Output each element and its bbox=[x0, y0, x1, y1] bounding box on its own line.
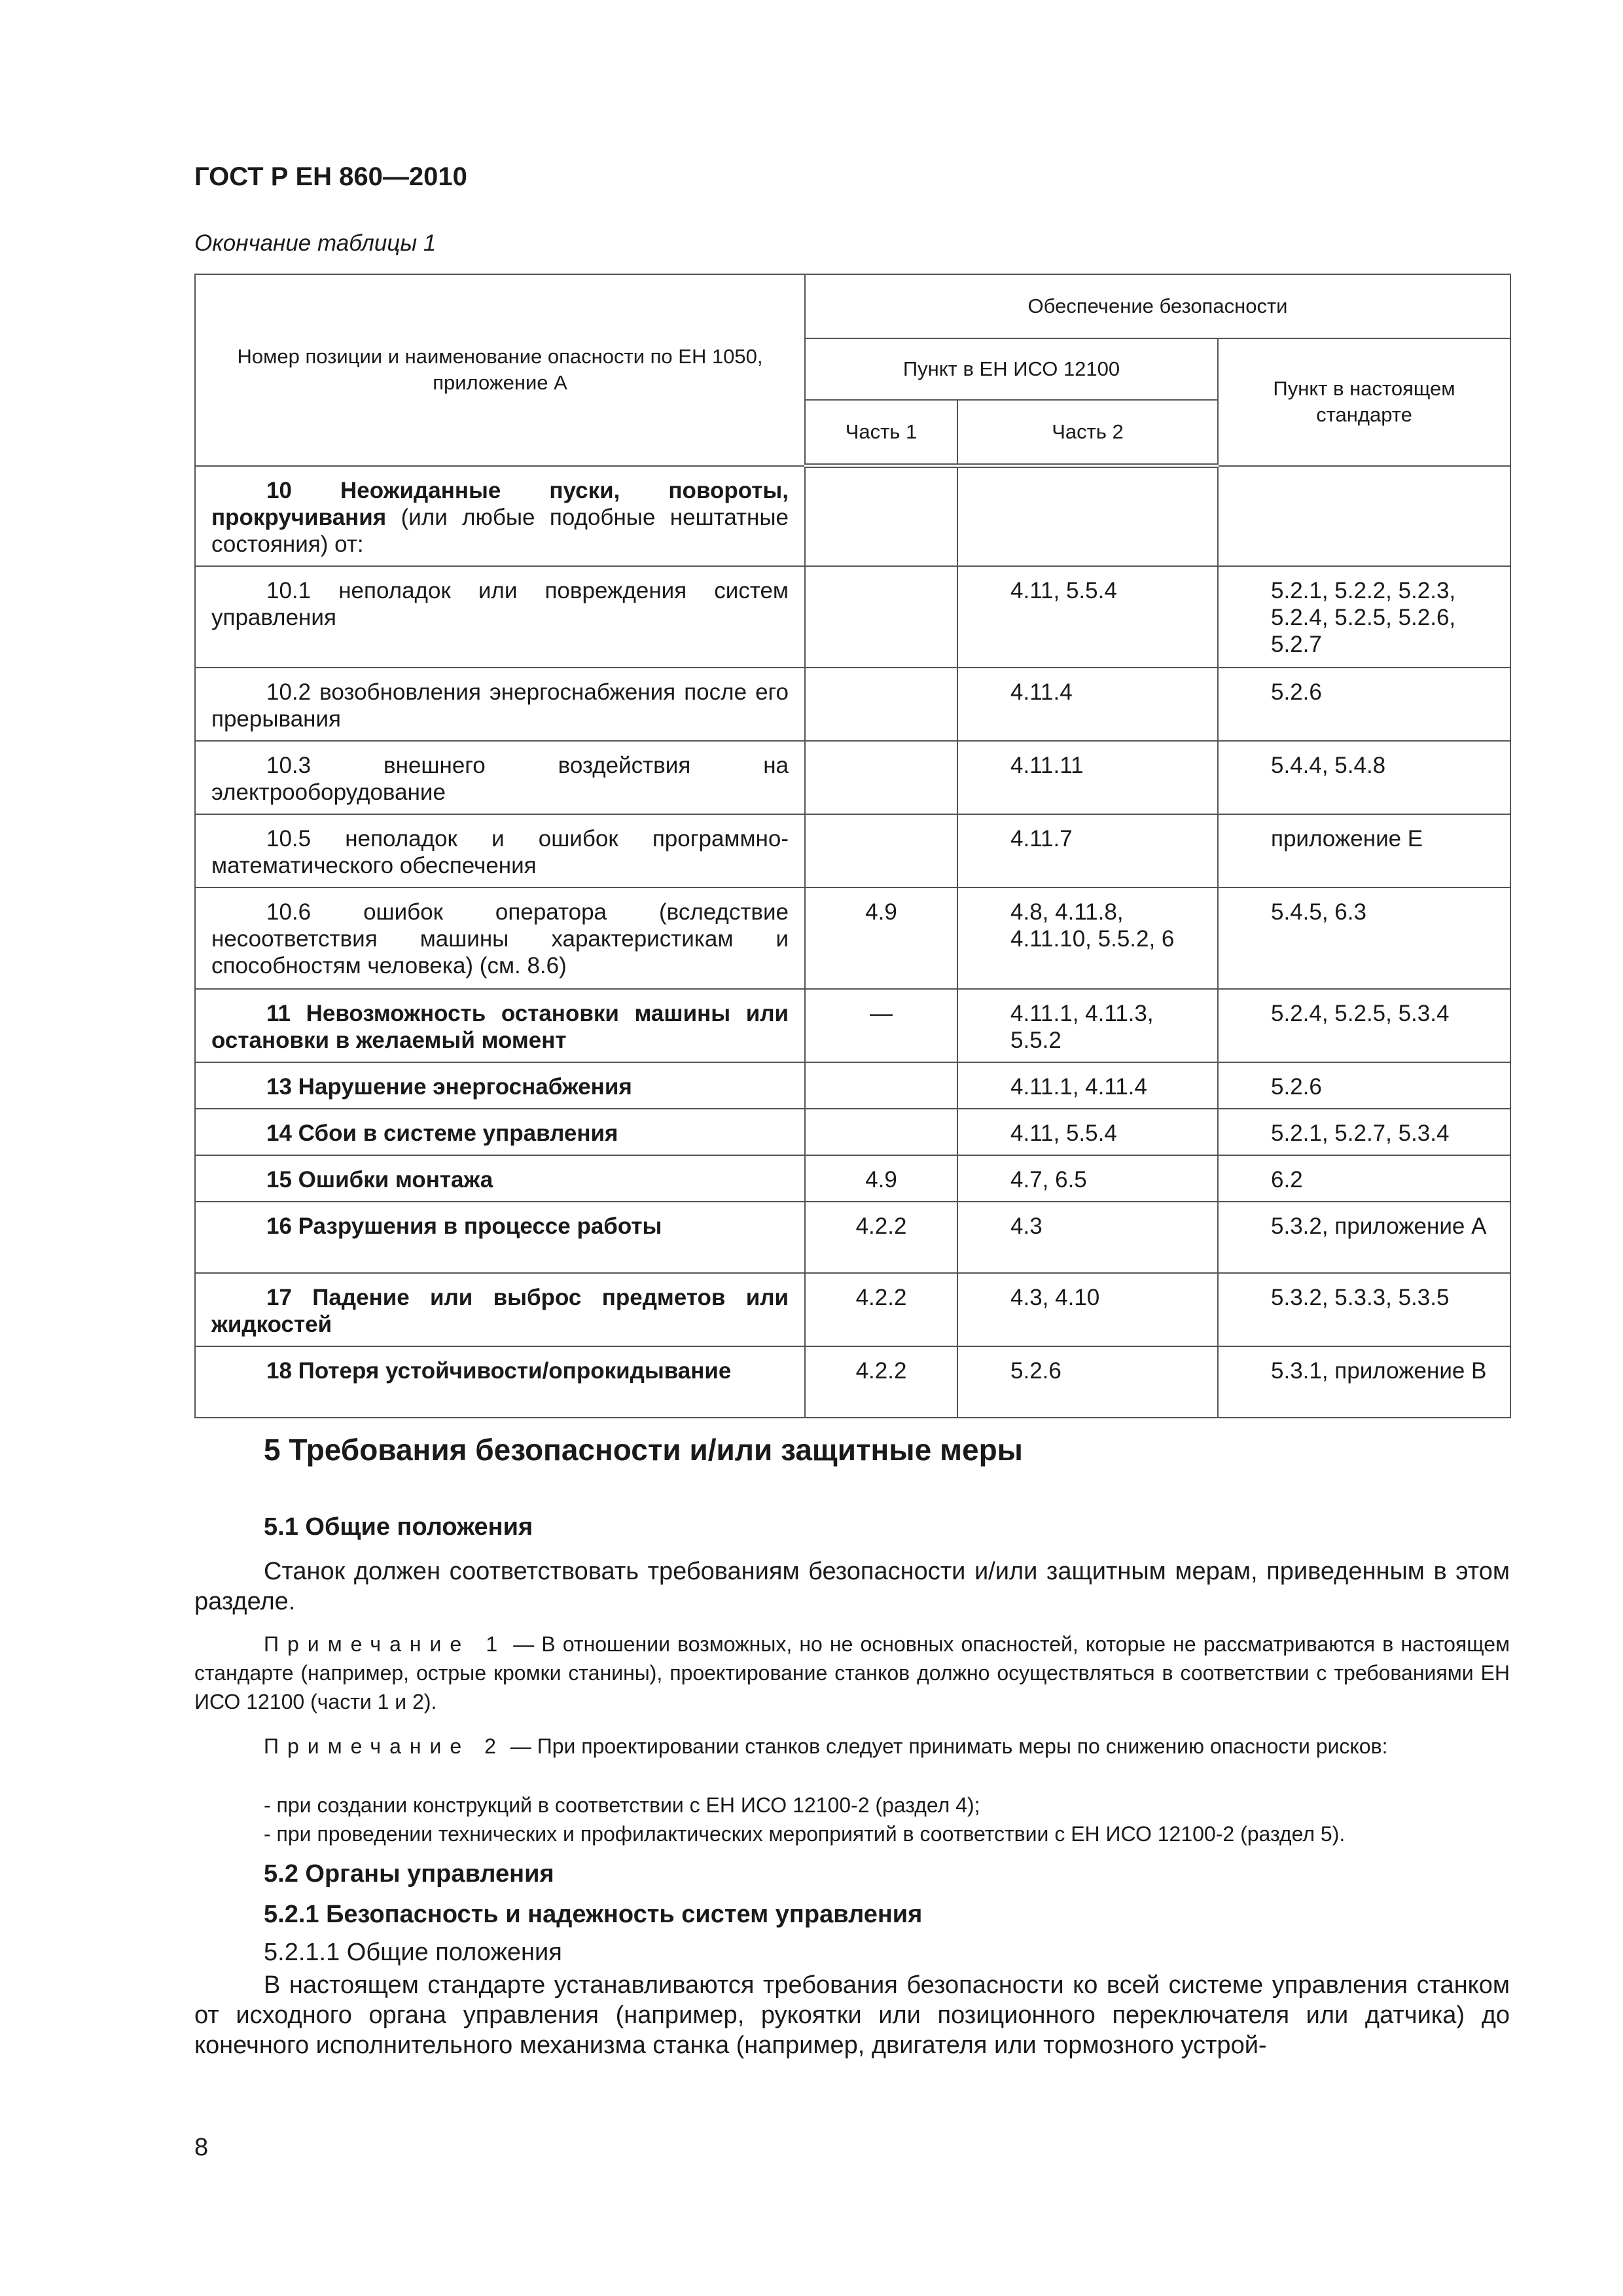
standard-cell: 6.2 bbox=[1218, 1155, 1510, 1202]
part2-cell: 4.11.1, 4.11.4 bbox=[957, 1062, 1218, 1109]
header-part2: Часть 2 bbox=[957, 400, 1218, 466]
part2-cell: 4.11, 5.5.4 bbox=[957, 566, 1218, 668]
section-5-title: 5 Требования безопасности и/или защитные меры bbox=[264, 1433, 1023, 1467]
standard-cell bbox=[1218, 466, 1510, 566]
table-row bbox=[195, 1346, 1510, 1418]
hazard-name: 18 Потеря устойчивости/опрокидывание bbox=[195, 1346, 805, 1418]
part1-cell: 4.9 bbox=[805, 1155, 957, 1202]
part1-cell bbox=[805, 741, 957, 814]
part1-cell: — bbox=[805, 989, 957, 1062]
table-row bbox=[195, 741, 1510, 814]
standard-cell: 5.2.1, 5.2.7, 5.3.4 bbox=[1218, 1109, 1510, 1155]
part1-cell: 4.2.2 bbox=[805, 1346, 957, 1418]
section-5-1-title: 5.1 Общие положения bbox=[264, 1513, 533, 1541]
part2-cell: 4.11.1, 4.11.3, 5.5.2 bbox=[957, 989, 1218, 1062]
standard-cell: 5.2.6 bbox=[1218, 668, 1510, 741]
page-number: 8 bbox=[194, 2134, 209, 2161]
table-row bbox=[195, 566, 1510, 668]
part1-cell bbox=[805, 466, 957, 566]
hazard-name: 15 Ошибки монтажа bbox=[195, 1155, 805, 1202]
standard-cell: 5.4.5, 6.3 bbox=[1218, 888, 1510, 989]
part2-cell: 4.11.4 bbox=[957, 668, 1218, 741]
part2-cell: 4.3, 4.10 bbox=[957, 1273, 1218, 1346]
part2-cell bbox=[957, 466, 1218, 566]
section-5-2-1-1-title: 5.2.1.1 Общие положения bbox=[264, 1939, 562, 1966]
hazard-name: 10.1 неполадок или повреждения систем управления bbox=[195, 566, 805, 668]
section-5-2-title: 5.2 Органы управления bbox=[264, 1860, 554, 1888]
standard-cell: 5.3.1, приложение В bbox=[1218, 1346, 1510, 1418]
hazard-name: 10.5 неполадок и ошибок программно-математического обеспечения bbox=[195, 814, 805, 888]
table-row bbox=[195, 989, 1510, 1062]
table-row bbox=[195, 1109, 1510, 1155]
section-5-2-1-title: 5.2.1 Безопасность и надежность систем управления bbox=[264, 1901, 923, 1928]
header-clause-en-iso: Пункт в ЕН ИСО 12100 bbox=[805, 338, 1218, 400]
note-2-list-item: - при проведении технических и профилактических мероприятий в соответствии с ЕН ИСО 12100-2 (раздел 5). bbox=[264, 1822, 1346, 1846]
part2-cell: 4.7, 6.5 bbox=[957, 1155, 1218, 1202]
part2-cell: 4.11, 5.5.4 bbox=[957, 1109, 1218, 1155]
standard-cell: 5.2.4, 5.2.5, 5.3.4 bbox=[1218, 989, 1510, 1062]
standard-cell: 5.4.4, 5.4.8 bbox=[1218, 741, 1510, 814]
header-safety: Обеспечение безопасности bbox=[805, 274, 1510, 338]
section-5-1-text: Станок должен соответствовать требованиям безопасности и/или защитным мерам, приведенным в этом разделе. bbox=[194, 1558, 1510, 1615]
part1-cell bbox=[805, 668, 957, 741]
part2-cell: 4.3 bbox=[957, 1202, 1218, 1273]
header-hazard: Номер позиции и наименование опасности по ЕН 1050, приложение А bbox=[195, 274, 805, 466]
part2-cell: 4.11.11 bbox=[957, 741, 1218, 814]
part1-cell bbox=[805, 1062, 957, 1109]
part1-cell bbox=[805, 1109, 957, 1155]
header-this-standard: Пункт в настоящем стандарте bbox=[1218, 338, 1510, 466]
hazard-name: 13 Нарушение энергоснабжения bbox=[195, 1062, 805, 1109]
document-header: ГОСТ Р ЕН 860—2010 bbox=[194, 162, 467, 191]
hazard-name: 10.2 возобновления энергоснабжения после его прерывания bbox=[195, 668, 805, 741]
part2-cell: 5.2.6 bbox=[957, 1346, 1218, 1418]
part2-cell: 4.11.7 bbox=[957, 814, 1218, 888]
table-row bbox=[195, 466, 1510, 566]
hazard-name: 11 Невозможность остановки машины или остановки в желаемый момент bbox=[195, 989, 805, 1062]
hazard-name: 10 Неожиданные пуски, повороты, прокручивания (или любые подобные нештатные состояния) от: bbox=[195, 466, 805, 566]
part1-cell bbox=[805, 566, 957, 668]
note-2-list-item: - при создании конструкций в соответствии с ЕН ИСО 12100-2 (раздел 4); bbox=[264, 1793, 980, 1817]
hazard-name: 10.3 внешнего воздействия на электрооборудование bbox=[195, 741, 805, 814]
table-row bbox=[195, 888, 1510, 989]
table-row bbox=[195, 668, 1510, 741]
table-row bbox=[195, 1273, 1510, 1346]
section-5-2-1-1-text: В настоящем стандарте устанавливаются требования безопасности ко всей системе управления станком от исходного органа управления (например, рукоятки или позиционного переключателя или датчика) до конечного исполнительного механизма станка (например, двигателя или тормозного устрой- bbox=[194, 1971, 1510, 2059]
note-2: Примечание 2 — При проектировании станков следует принимать меры по снижению опасности рисков: bbox=[264, 1734, 1388, 1758]
table-row bbox=[195, 1062, 1510, 1109]
hazard-name: 17 Падение или выброс предметов или жидкостей bbox=[195, 1273, 805, 1346]
standard-cell: 5.3.2, приложение А bbox=[1218, 1202, 1510, 1273]
table-row bbox=[195, 1155, 1510, 1202]
standard-cell: 5.3.2, 5.3.3, 5.3.5 bbox=[1218, 1273, 1510, 1346]
hazards-table bbox=[194, 274, 1511, 1418]
header-part1: Часть 1 bbox=[805, 400, 957, 466]
standard-cell: приложение Е bbox=[1218, 814, 1510, 888]
part2-cell: 4.8, 4.11.8, 4.11.10, 5.5.2, 6 bbox=[957, 888, 1218, 989]
part1-cell bbox=[805, 814, 957, 888]
hazard-name: 10.6 ошибок оператора (вследствие несоответствия машины характеристикам и способностям человека) (см. 8.6) bbox=[195, 888, 805, 989]
part1-cell: 4.2.2 bbox=[805, 1273, 957, 1346]
note-1: Примечание 1 — В отношении возможных, но не основных опасностей, которые не рассматриваются в настоящем стандарте (например, острые кромки станины), проектирование станков должно осуществляться в соответствии с требованиями ЕН ИСО 12100 (части 1 и 2). bbox=[194, 1632, 1510, 1713]
hazard-name: 14 Сбои в системе управления bbox=[195, 1109, 805, 1155]
table-caption: Окончание таблицы 1 bbox=[194, 230, 437, 256]
standard-cell: 5.2.6 bbox=[1218, 1062, 1510, 1109]
table-row bbox=[195, 1202, 1510, 1273]
hazard-name: 16 Разрушения в процессе работы bbox=[195, 1202, 805, 1273]
part1-cell: 4.9 bbox=[805, 888, 957, 989]
part1-cell: 4.2.2 bbox=[805, 1202, 957, 1273]
table-row bbox=[195, 814, 1510, 888]
standard-cell: 5.2.1, 5.2.2, 5.2.3, 5.2.4, 5.2.5, 5.2.6, 5.2.7 bbox=[1218, 566, 1510, 668]
